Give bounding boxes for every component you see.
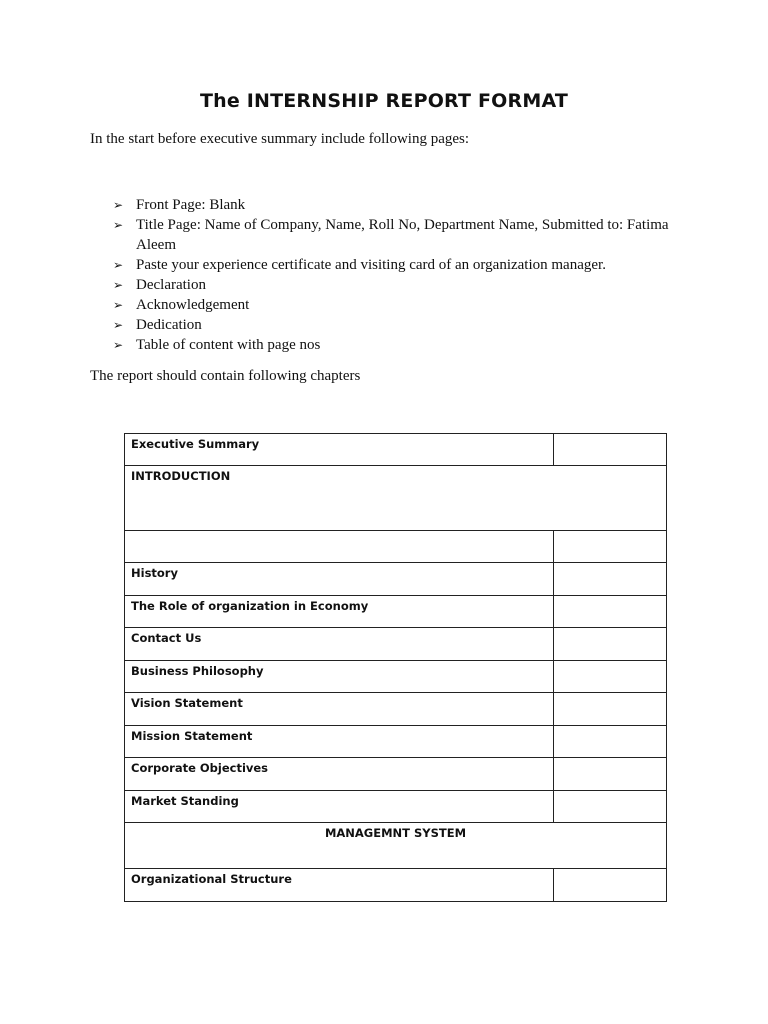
table-row (125, 531, 667, 563)
table-cell-blank (554, 628, 667, 661)
table-cell: Mission Statement (125, 726, 554, 758)
table-cell-blank (554, 726, 667, 758)
table-row (125, 628, 667, 661)
bullet-text: Paste your experience certificate and visiting card of an organization manager. (136, 257, 606, 273)
table-cell-blank (554, 758, 667, 791)
table-row (125, 596, 667, 628)
table-cell-blank (554, 869, 667, 902)
table-cell: Market Standing (125, 791, 554, 823)
arrow-bullet-icon: ➢ (113, 278, 124, 292)
table-section-header: MANAGEMNT SYSTEM (125, 823, 667, 869)
bullet-text: Dedication (136, 317, 202, 333)
intro-text: In the start before executive summary include following pages: (90, 131, 470, 147)
table-cell: Corporate Objectives (125, 758, 554, 791)
table-cell (125, 531, 554, 563)
table-row (125, 693, 667, 726)
table-row (125, 869, 667, 902)
table-cell-blank (554, 434, 667, 466)
bullet-text: Table of content with page nos (136, 337, 321, 353)
table-cell: History (125, 563, 554, 596)
bullet-text: Title Page: Name of Company, Name, Roll No, Department Name, Submitted to: Fatima Aleem (136, 217, 669, 253)
table-row (125, 434, 667, 466)
bullet-text: Front Page: Blank (136, 197, 246, 213)
arrow-bullet-icon: ➢ (113, 298, 124, 312)
table-row (125, 563, 667, 596)
document-title: The INTERNSHIP REPORT FORMAT (199, 90, 569, 112)
table-row (125, 823, 667, 869)
table-cell-blank (554, 531, 667, 563)
bullet-list (113, 195, 693, 355)
table-cell: Organizational Structure (125, 869, 554, 902)
table-cell: Contact Us (125, 628, 554, 661)
list-item (113, 215, 693, 255)
arrow-bullet-icon: ➢ (113, 198, 124, 212)
table-row (125, 791, 667, 823)
list-item (113, 335, 693, 355)
bullet-text: Acknowledgement (136, 297, 250, 313)
table-cell-blank (554, 563, 667, 596)
list-item (113, 315, 693, 335)
table-cell-blank (554, 791, 667, 823)
chapters-table (124, 433, 667, 902)
table-cell: Executive Summary (125, 434, 554, 466)
arrow-bullet-icon: ➢ (113, 258, 124, 272)
chapters-intro-text: The report should contain following chapters (90, 368, 361, 384)
table-row (125, 661, 667, 693)
arrow-bullet-icon: ➢ (113, 338, 124, 352)
table-cell: Vision Statement (125, 693, 554, 726)
table-cell: The Role of organization in Economy (125, 596, 554, 628)
table-row (125, 466, 667, 531)
list-item (113, 275, 693, 295)
table-cell: Business Philosophy (125, 661, 554, 693)
table-cell: INTRODUCTION (125, 466, 667, 531)
table-cell-blank (554, 693, 667, 726)
table-cell-blank (554, 596, 667, 628)
arrow-bullet-icon: ➢ (113, 218, 124, 232)
list-item (113, 255, 693, 275)
table-row (125, 758, 667, 791)
bullet-text: Declaration (136, 277, 206, 293)
table-row (125, 726, 667, 758)
arrow-bullet-icon: ➢ (113, 318, 124, 332)
table-cell-blank (554, 661, 667, 693)
list-item (113, 195, 693, 215)
list-item (113, 295, 693, 315)
